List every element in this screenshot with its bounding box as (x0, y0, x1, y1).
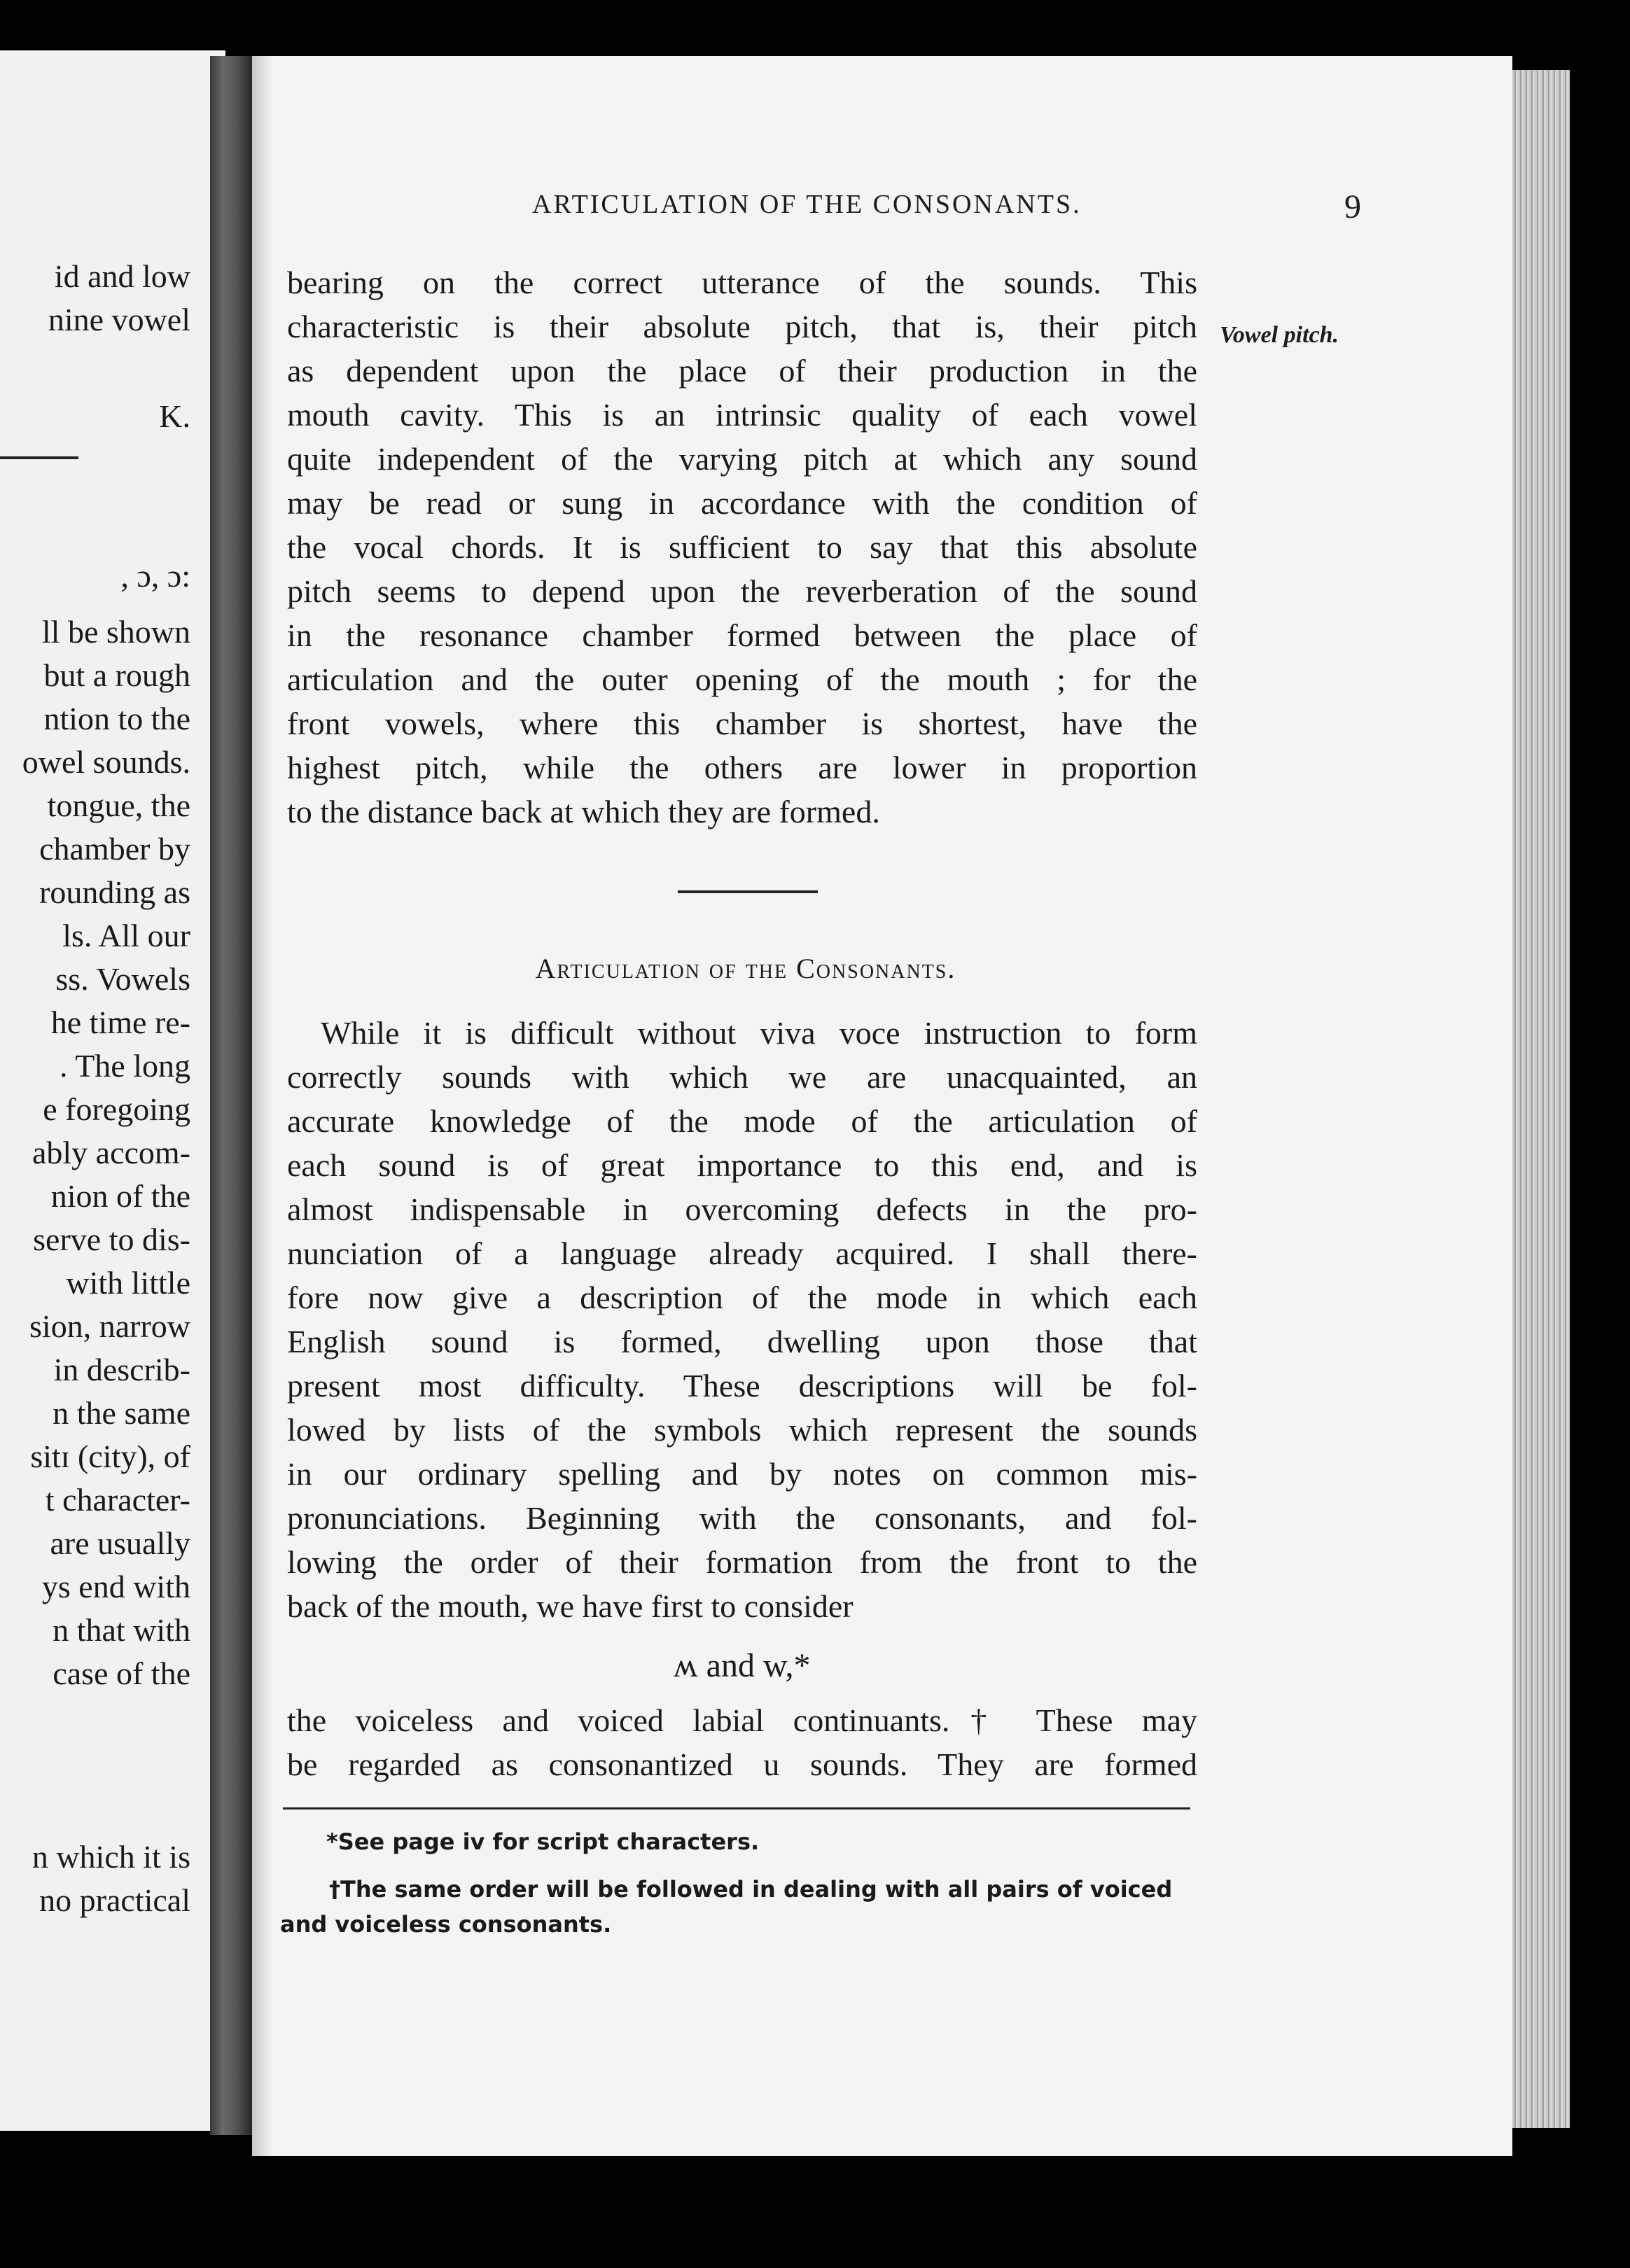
left-divider-rule (0, 456, 78, 459)
left-line: he time re- (50, 1004, 190, 1040)
margin-note: Vowel pitch. (1220, 322, 1339, 348)
text-line: bearing on the correct utterance of the sounds. This (287, 265, 1197, 300)
text-line: quite independent of the varying pitch at which any sound (287, 441, 1197, 477)
footnote-rule (283, 1807, 1190, 1809)
text-line: lowed by lists of the symbols which represent the sounds (287, 1412, 1197, 1448)
left-line: in describ- (53, 1352, 190, 1387)
text-line: present most difficulty. These descriptions will be fol- (287, 1368, 1197, 1404)
text-line: almost indispensable in overcoming defects in the pro- (287, 1191, 1197, 1227)
left-line: ntion to the (43, 701, 190, 736)
left-line: sion, narrow (29, 1308, 190, 1344)
text-line: highest pitch, while the others are lower in proportion (287, 750, 1197, 785)
text-line: characteristic is their absolute pitch, that is, their pitch (287, 309, 1197, 344)
left-line: nine vowel (48, 302, 190, 337)
paragraph-articulation (287, 1011, 1197, 1628)
left-line: ls. All our (62, 918, 190, 953)
book-gutter (210, 56, 253, 2135)
left-line: with little (66, 1265, 190, 1301)
text-line: to the distance back at which they are formed. (287, 794, 880, 830)
text-line: each sound is of great importance to this end, and is (287, 1147, 1197, 1183)
section-divider-rule (678, 890, 818, 893)
left-line: chamber by (39, 831, 190, 867)
text-line: While it is difficult without viva voce instruction to form (321, 1015, 1197, 1051)
text-line: may be read or sung in accordance with the condition of (287, 485, 1197, 521)
text-line: back of the mouth, we have first to consider (287, 1588, 854, 1624)
left-line: serve to dis- (33, 1222, 190, 1257)
footnote-2: †The same order will be followed in dealing with all pairs of voiced (329, 1876, 1173, 1903)
text-line: pronunciations. Beginning with the consonants, and fol- (287, 1500, 1197, 1536)
left-line: ys end with (41, 1569, 190, 1604)
left-line: . The long (60, 1048, 190, 1084)
paragraph-labial (287, 1698, 1197, 1786)
page-edges (1512, 70, 1570, 2128)
left-line: e foregoing (43, 1091, 190, 1127)
left-line: case of the (53, 1656, 190, 1691)
left-line: are usually (50, 1525, 190, 1561)
text-line: correctly sounds with which we are unacquainted, an (287, 1059, 1197, 1095)
left-line: id and low (54, 258, 190, 294)
text-line: the voiceless and voiced labial continuants.† These may (287, 1702, 1197, 1738)
text-line: in the resonance chamber formed between the place of (287, 617, 1197, 653)
page-number: 9 (1344, 188, 1361, 225)
left-line: no practical (39, 1882, 190, 1918)
text-line: in our ordinary spelling and by notes on common mis- (287, 1456, 1197, 1492)
text-line: front vowels, where this chamber is shortest, have the (287, 706, 1197, 741)
left-line: owel sounds. (22, 744, 190, 780)
left-line: t character- (45, 1482, 190, 1518)
text-line: accurate knowledge of the mode of the articulation of (287, 1103, 1197, 1139)
left-line: n that with (53, 1612, 190, 1648)
paragraph-vowel-pitch (287, 260, 1197, 834)
section-heading: Articulation of the Consonants. (535, 953, 956, 984)
left-line: sitɪ (city), of (30, 1438, 190, 1474)
left-line: ss. Vowels (55, 961, 190, 997)
text-line: pitch seems to depend upon the reverberation of the sound (287, 573, 1197, 609)
running-head: ARTICULATION OF THE CONSONANTS. (532, 190, 1082, 219)
text-line: fore now give a description of the mode in which each (287, 1280, 1197, 1315)
consonant-subheading: ʍ and w,* (674, 1647, 811, 1684)
text-line: nunciation of a language already acquired. I shall there- (287, 1236, 1197, 1271)
left-line: K. (159, 398, 190, 434)
left-line: ably accom- (32, 1135, 190, 1170)
left-line: n the same (53, 1395, 190, 1431)
left-line: rounding as (39, 874, 190, 910)
text-line: lowing the order of their formation from the front to the (287, 1544, 1197, 1580)
footnote-1: *See page iv for script characters. (326, 1828, 760, 1855)
left-line: tongue, the (47, 788, 190, 823)
text-line: as dependent upon the place of their production in the (287, 353, 1197, 388)
left-page (0, 50, 225, 2131)
gutter-shadow (252, 56, 273, 2156)
text-line: be regarded as consonantized u sounds. They are formed (287, 1746, 1197, 1782)
left-line: , ɔ, ɔ: (120, 558, 190, 594)
text-line: the vocal chords. It is sufficient to say that this absolute (287, 529, 1197, 565)
text-line: articulation and the outer opening of the mouth ; for the (287, 662, 1197, 697)
text-line: English sound is formed, dwelling upon those that (287, 1324, 1197, 1359)
footnote-2-continued: and voiceless consonants. (280, 1911, 612, 1938)
left-line: n which it is (32, 1839, 190, 1875)
left-line: but a rough (43, 657, 190, 693)
left-line: nion of the (50, 1178, 190, 1214)
left-line: ll be shown (41, 614, 190, 650)
text-line: mouth cavity. This is an intrinsic quality of each vowel (287, 397, 1197, 433)
